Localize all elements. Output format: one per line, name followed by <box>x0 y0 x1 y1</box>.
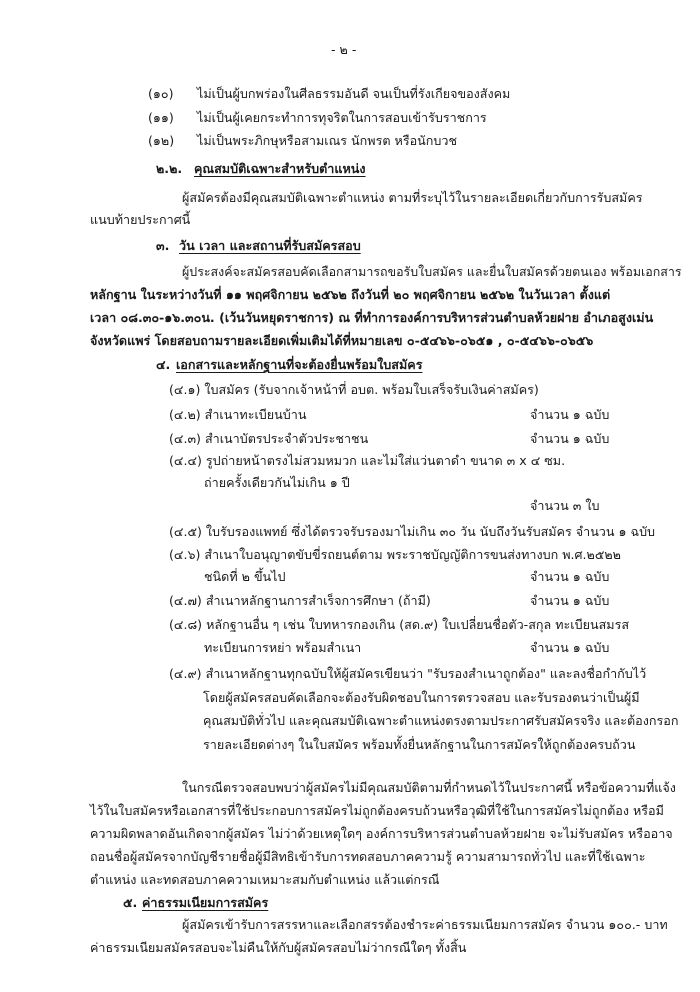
note-line: คุณสมบัติทั่วไป และคุณสมบัติเฉพาะตำแหน่งตรงตามประกาศรับสมัครจริง และต้องกรอก <box>203 713 679 728</box>
document-item: (๔.๔) รูปถ่ายหน้าตรงไม่สวมหมวก และไม่ใส่แว่นตาดำ ขนาด ๓ x ๔ ซม. <box>169 453 566 468</box>
paragraph-line: ในกรณีตรวจสอบพบว่าผู้สมัครไม่มีคุณสมบัติตามที่กำหนดไว้ในประกาศนี้ หรือข้อความที่แจ้ง <box>182 780 676 795</box>
document-item: (๔.๑) ใบสมัคร (รับจากเจ้าหน้าที่ อบต. พร้อมใบเสร็จรับเงินค่าสมัคร) <box>169 382 539 397</box>
item-quantity: จำนวน ๑ ฉบับ <box>530 431 610 446</box>
qualification-number: (๑๒) <box>148 133 175 148</box>
paragraph-line: ผู้สมัครเข้ารับการสรรหาและเลือกสรรต้องชำระค่าธรรมเนียมการสมัคร จำนวน ๑๐๐.- บาท <box>182 917 668 932</box>
paragraph-line: เวลา ๐๘.๓๐-๑๖.๓๐น. (เว้นวันหยุดราชการ) ณ ที่ทำการองค์การบริหารส่วนตำบลห้วยฝาย อำเภอสูงเม่น <box>90 310 654 325</box>
qualification-number: (๑๑) <box>148 110 174 125</box>
item-quantity: จำนวน ๑ ฉบับ <box>530 569 610 584</box>
section-heading: วัน เวลา และสถานที่รับสมัครสอบ <box>179 238 361 253</box>
paragraph-line: ไว้ในใบสมัครหรือเอกสารที่ใช้ประกอบการสมัครไม่ถูกต้องครบถ้วนหรือวุฒิที่ใช้ในการสมัครไม่ถูกต้อง หรือมี <box>90 803 664 818</box>
paragraph-line: ผู้ประสงค์จะสมัครสอบคัดเลือกสามารถขอรับใบสมัคร และยื่นใบสมัครด้วยตนเอง พร้อมเอกสาร <box>182 264 682 279</box>
document-item: (๔.๓) สำเนาบัตรประจำตัวประชาชน <box>169 431 369 446</box>
note-line: รายละเอียดต่างๆ ในใบสมัคร พร้อมทั้งยื่นหลักฐานในการสมัครให้ถูกต้องครบถ้วน <box>203 737 636 752</box>
document-item: (๔.๒) สำเนาทะเบียนบ้าน <box>169 407 307 422</box>
qualification-number: (๑๐) <box>148 86 174 101</box>
section-heading: เอกสารและหลักฐานที่จะต้องยื่นพร้อมใบสมัคร <box>176 357 423 372</box>
item-quantity: จำนวน ๑ ฉบับ <box>530 407 610 422</box>
paragraph-line: แนบท้ายประกาศนี้ <box>90 212 191 227</box>
item-quantity: จำนวน ๑ ฉบับ <box>530 640 610 655</box>
section-number: ๔. <box>156 357 171 372</box>
qualification-text: ไม่เป็นผู้เคยกระทำการทุจริตในการสอบเข้ารับราชการ <box>197 110 487 125</box>
note-line: (๔.๙) สำเนาหลักฐานทุกฉบับให้ผู้สมัครเขียนว่า "รับรองสำเนาถูกต้อง" และลงชื่อกำกับไว้ <box>169 666 647 681</box>
document-item: (๔.๘) หลักฐานอื่น ๆ เช่น ใบทหารกองเกิน (สด.๙) ใบเปลี่ยนชื่อตัว-สกุล ทะเบียนสมรส <box>169 617 630 632</box>
paragraph-line: จังหวัดแพร่ โดยสอบถามรายละเอียดเพิ่มเติมได้ที่หมายเลข ๐-๕๔๖๖-๐๖๕๑ , ๐-๕๔๖๖-๐๖๕๖ <box>90 333 594 348</box>
qualification-text: ไม่เป็นผู้บกพร่องในศีลธรรมอันดี จนเป็นที่รังเกียจของสังคม <box>197 86 511 101</box>
document-item-cont: ถ่ายครั้งเดียวกันไม่เกิน ๑ ปี <box>204 475 350 490</box>
document-item: (๔.๗) สำเนาหลักฐานการสำเร็จการศึกษา (ถ้ามี) <box>169 593 431 608</box>
item-quantity: จำนวน ๑ ฉบับ <box>530 593 610 608</box>
paragraph-line: ค่าธรรมเนียมสมัครสอบจะไม่คืนให้กับผู้สมัครสอบไม่ว่ากรณีใดๆ ทั้งสิ้น <box>90 940 467 955</box>
qualification-text: ไม่เป็นพระภิกษุหรือสามเณร นักพรต หรือนักบวช <box>197 133 458 148</box>
paragraph-line: หลักฐาน ในระหว่างวันที่ ๑๑ พฤศจิกายน ๒๕๖๒ ถึงวันที่ ๒๐ พฤศจิกายน ๒๕๖๒ ในวันเวลา ตั้งแต่ <box>90 287 611 302</box>
paragraph-line: ตำแหน่ง และทดสอบภาคความเหมาะสมกับตำแหน่ง แล้วแต่กรณี <box>90 872 440 887</box>
item-quantity: จำนวน ๓ ใบ <box>530 498 600 513</box>
section-number: ๒.๒. <box>156 161 183 176</box>
paragraph-line: ถอนชื่อผู้สมัครจากบัญชีรายชื่อผู้มีสิทธิเข้ารับการทดสอบภาคความรู้ ความสามารถทั่วไป และที่ใช้เฉพาะ <box>90 849 646 864</box>
paragraph-line: ผู้สมัครต้องมีคุณสมบัติเฉพาะตำแหน่ง ตามที่ระบุไว้ในรายละเอียดเกี่ยวกับการรับสมัคร <box>182 190 643 205</box>
note-line: โดยผู้สมัครสอบคัดเลือกจะต้องรับผิดชอบในการตรวจสอบ และรับรองตนว่าเป็นผู้มี <box>203 690 640 705</box>
section-heading: คุณสมบัติเฉพาะสำหรับตำแหน่ง <box>194 161 366 176</box>
paragraph-line: ความผิดพลาดอันเกิดจากผู้สมัคร ไม่ว่าด้วยเหตุใดๆ องค์การบริหารส่วนตำบลห้วยฝาย จะไม่รับสมัคร หรืออาจ <box>90 826 673 841</box>
page-number: - ๒ - <box>331 42 357 57</box>
document-item: (๔.๕) ใบรับรองแพทย์ ซึ่งได้ตรวจรับรองมาไม่เกิน ๓๐ วัน นับถึงวันรับสมัคร จำนวน ๑ ฉบับ <box>169 524 656 539</box>
section-heading: ค่าธรรมเนียมการสมัคร <box>142 895 269 910</box>
document-item-cont: ชนิดที่ ๒ ขึ้นไป <box>204 569 286 584</box>
document-item: (๔.๖) สำเนาใบอนุญาตขับขี่รถยนต์ตาม พระราชบัญญัติการขนส่งทางบก พ.ศ.๒๕๒๒ <box>169 547 621 562</box>
document-item-cont: ทะเบียนการหย่า พร้อมสำเนา <box>204 640 362 655</box>
section-number: ๕. <box>123 895 138 910</box>
section-number: ๓. <box>156 238 170 253</box>
